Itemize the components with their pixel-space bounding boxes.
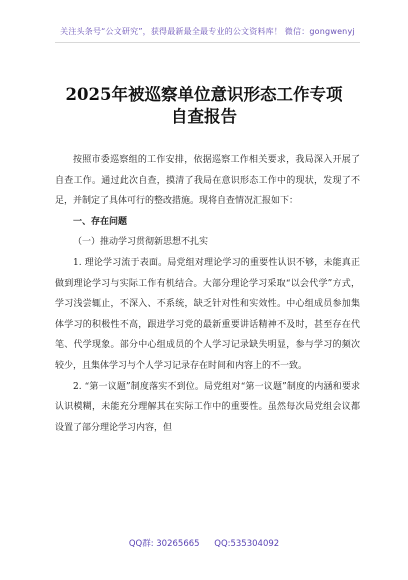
- item-1-paragraph: 1. 理论学习流于表面。局党组对理论学习的重要性认识不够，未能真正做到理论学习与实际工作有机结合。大部分理论学习采取“以会代学”方式，学习浅尝辄止，不深入、不系统，缺乏针对性和实效性。中心组成员参加集体学习的积极性不高，跟进学习党的最新重要讲话精神不及时，甚至存在代笔、代学现象。部分中心组成员的个人学习记录缺失明显，参与学习的频次较少，且集体学习与个人学习记录存在时间和内容上的不一致。: [55, 257, 360, 371]
- page-header: [55, 20, 360, 43]
- document-body: [55, 150, 360, 438]
- footer-qq-contact: QQ:535304092: [214, 539, 280, 549]
- section-heading-problems: 一、存在问题: [73, 216, 128, 227]
- intro-paragraph: 按照市委巡察组的工作安排，依据巡察工作相关要求，我局深入开展了自查工作。通过此次自查，摸清了我局在意识形态工作中的现状，发现了不足，并制定了具体可行的整改措施。现将自查情况汇报如下：: [55, 155, 360, 207]
- document-title: [40, 84, 368, 128]
- subsection-heading-1: （一）推动学习贯彻新思想不扎实: [73, 237, 209, 248]
- title-line-2: 自查报告: [171, 107, 237, 126]
- title-line-1: 2025年被巡察单位意识形态工作专项: [65, 85, 343, 104]
- item-2-paragraph: 2. “第一议题”制度落实不到位。局党组对“第一议题”制度的内涵和要求认识模糊，未能充分理解其在实际工作中的重要性。虽然每次局党组会议都设置了部分理论学习内容，但: [55, 381, 360, 433]
- header-promo-text: 关注头条号“公文研究”，获得最新最全最专业的公文资料库！ 微信：gongwenyj: [60, 26, 355, 36]
- footer-qq-group: QQ群: 30265665: [128, 539, 200, 549]
- page-footer: [0, 537, 408, 549]
